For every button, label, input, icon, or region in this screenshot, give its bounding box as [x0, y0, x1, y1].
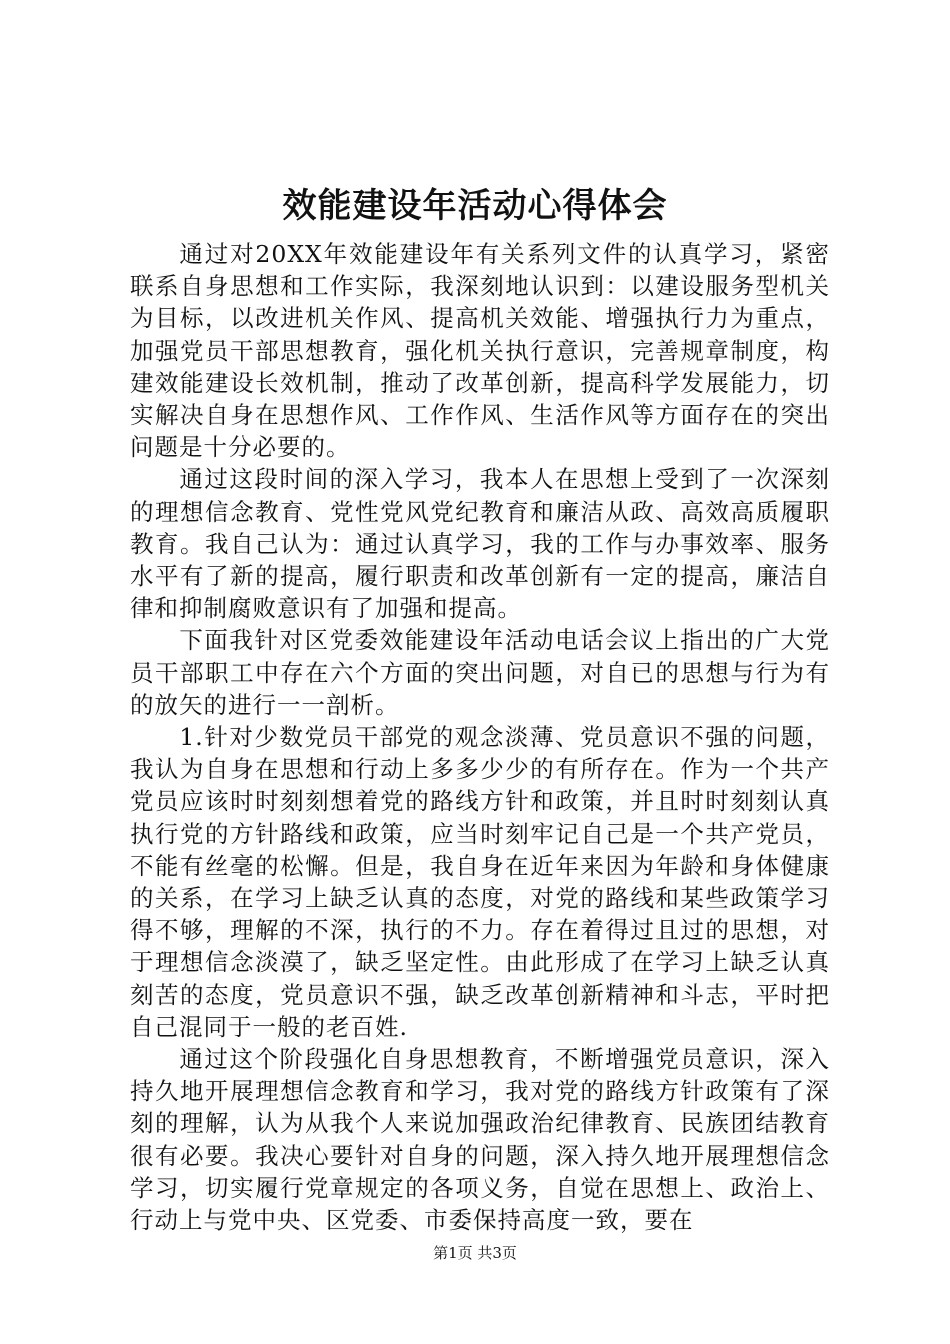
page-number-footer: 第1页 共3页 [433, 1244, 517, 1262]
paragraph-1: 通过对20XX年效能建设年有关系列文件的认真学习，紧密联系自身思想和工作实际，我深刻地认识到：以建设服务型机关为目标，以改进机关作风、提高机关效能、增强执行力为重点，加强党员干部思想教育，强化机关执行意识，完善规章制度，构建效能建设长效机制，推动了改革创新，提高科学发展能力，切实解决自身在思想作风、工作作风、生活作风等方面存在的突出问题是十分必要的。 [130, 240, 830, 462]
paragraph-4: 1.针对少数党员干部党的观念淡薄、党员意识不强的问题，我认为自身在思想和行动上多多少少的有所存在。作为一个共产党员应该时时刻刻想着党的路线方针和政策，并且时时刻刻认真执行党的方针路线和政策，应当时刻牢记自己是一个共产党员，不能有丝毫的松懈。但是，我自身在近年来因为年龄和身体健康的关系，在学习上缺乏认真的态度，对党的路线和某些政策学习得不够，理解的不深，执行的不力。存在着得过且过的思想，对于理想信念淡漠了，缺乏坚定性。由此形成了在学习上缺乏认真刻苦的态度，党员意识不强，缺乏改革创新精神和斗志，平时把自己混同于一般的老百姓. [130, 723, 830, 1041]
document-body [130, 238, 830, 1236]
paragraph-5: 通过这个阶段强化自身思想教育，不断增强党员意识，深入持久地开展理想信念教育和学习，我对党的路线方针政策有了深刻的理解，认为从我个人来说加强政治纪律教育、民族团结教育很有必要。我决心要针对自身的问题，深入持久地开展理想信念学习，切实履行党章规定的各项义务，自觉在思想上、政治上、行动上与党中央、区党委、市委保持高度一致，要在 [130, 1045, 830, 1235]
document-title: 效能建设年活动心得体会 [282, 186, 668, 226]
paragraph-3: 下面我针对区党委效能建设年活动电话会议上指出的广大党员干部职工中存在六个方面的突出问题，对自已的思想与行为有的放矢的进行一一剖析。 [130, 626, 830, 719]
paragraph-2: 通过这段时间的深入学习，我本人在思想上受到了一次深刻的理想信念教育、党性党风党纪教育和廉洁从政、高效高质履职教育。我自己认为：通过认真学习，我的工作与办事效率、服务水平有了新的提高，履行职责和改革创新有一定的提高，廉洁自律和抑制腐败意识有了加强和提高。 [130, 465, 830, 623]
